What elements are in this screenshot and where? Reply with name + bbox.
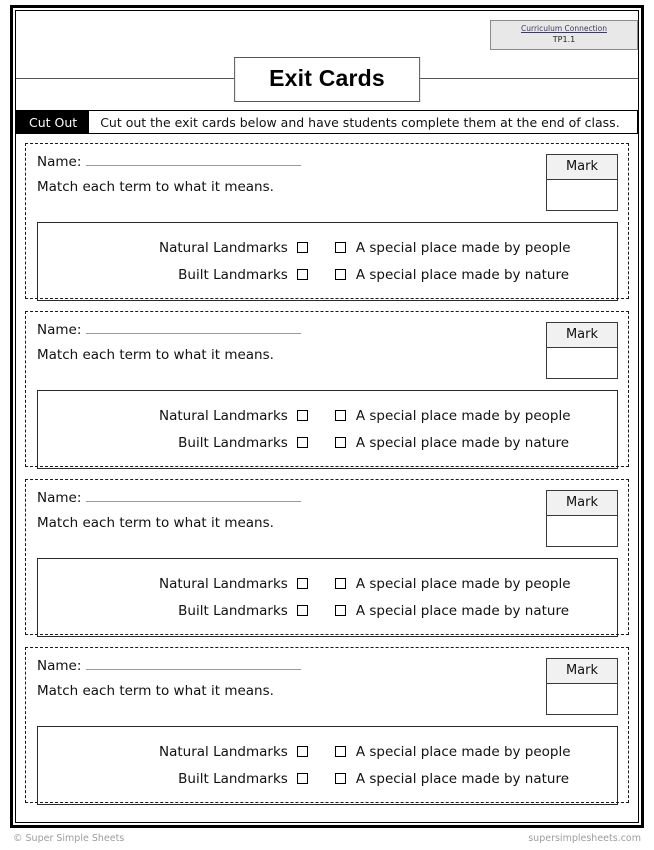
cut-out-tag: Cut Out <box>17 111 89 133</box>
matching-term-label: Built Landmarks <box>178 602 288 619</box>
matching-term-cell <box>44 240 322 256</box>
matching-term-cell <box>44 435 322 451</box>
curriculum-connection-code: TP1.1 <box>552 34 576 44</box>
matching-definition-cell <box>322 240 611 256</box>
matching-definition-cell <box>322 771 611 787</box>
matching-term-label: Built Landmarks <box>178 434 288 451</box>
mark-value-field[interactable] <box>547 180 617 210</box>
matching-definition-cell <box>322 267 611 283</box>
checkbox-icon[interactable] <box>335 410 346 421</box>
checkbox-icon[interactable] <box>297 410 308 421</box>
page-content <box>16 11 638 822</box>
matching-term-cell <box>44 771 322 787</box>
page-footer <box>13 833 641 844</box>
mark-value-field[interactable] <box>547 348 617 378</box>
name-label: Name: <box>37 154 82 170</box>
name-label: Name: <box>37 322 82 338</box>
exit-card-header <box>37 321 618 379</box>
matching-term-cell <box>44 744 322 760</box>
matching-term-label: Built Landmarks <box>178 266 288 283</box>
mark-label: Mark <box>547 659 617 684</box>
matching-term-label: Natural Landmarks <box>158 407 288 424</box>
matching-definition-label: A special place made by people <box>355 575 571 592</box>
page-title: Exit Cards <box>234 57 420 102</box>
checkbox-icon[interactable] <box>297 746 308 757</box>
matching-row <box>44 738 611 765</box>
matching-box <box>37 726 618 805</box>
exit-card <box>25 647 629 803</box>
checkbox-icon[interactable] <box>297 269 308 280</box>
matching-definition-label: A special place made by people <box>355 743 571 760</box>
checkbox-icon[interactable] <box>335 437 346 448</box>
name-row <box>37 490 546 506</box>
mark-value-field[interactable] <box>547 684 617 714</box>
exit-card-header-left <box>37 489 546 531</box>
name-input-line[interactable] <box>86 491 301 502</box>
matching-row <box>44 765 611 792</box>
mark-box <box>546 322 618 379</box>
matching-term-label: Natural Landmarks <box>158 239 288 256</box>
name-row <box>37 154 546 170</box>
exit-card <box>25 311 629 467</box>
checkbox-icon[interactable] <box>335 269 346 280</box>
checkbox-icon[interactable] <box>335 242 346 253</box>
matching-row <box>44 261 611 288</box>
matching-term-label: Built Landmarks <box>178 770 288 787</box>
matching-definition-label: A special place made by nature <box>355 602 570 619</box>
matching-definition-cell <box>322 408 611 424</box>
card-prompt: Match each term to what it means. <box>37 515 274 531</box>
mark-label: Mark <box>547 491 617 516</box>
checkbox-icon[interactable] <box>335 605 346 616</box>
matching-row <box>44 429 611 456</box>
matching-term-cell <box>44 267 322 283</box>
exit-card-header-left <box>37 153 546 195</box>
card-prompt: Match each term to what it means. <box>37 179 274 195</box>
matching-box <box>37 390 618 469</box>
checkbox-icon[interactable] <box>297 773 308 784</box>
matching-definition-cell <box>322 744 611 760</box>
matching-term-label: Natural Landmarks <box>158 575 288 592</box>
matching-row <box>44 234 611 261</box>
name-input-line[interactable] <box>86 155 301 166</box>
checkbox-icon[interactable] <box>335 746 346 757</box>
exit-card-header <box>37 153 618 211</box>
matching-term-cell <box>44 603 322 619</box>
curriculum-connection-badge <box>490 20 638 50</box>
card-prompt: Match each term to what it means. <box>37 683 274 699</box>
exit-cards-list <box>25 143 629 803</box>
matching-box <box>37 558 618 637</box>
matching-row <box>44 402 611 429</box>
name-label: Name: <box>37 490 82 506</box>
exit-card <box>25 143 629 299</box>
mark-box <box>546 658 618 715</box>
matching-definition-cell <box>322 435 611 451</box>
exit-card <box>25 479 629 635</box>
checkbox-icon[interactable] <box>297 605 308 616</box>
matching-definition-label: A special place made by nature <box>355 266 570 283</box>
matching-term-cell <box>44 408 322 424</box>
name-row <box>37 322 546 338</box>
exit-card-header-left <box>37 657 546 699</box>
mark-label: Mark <box>547 155 617 180</box>
footer-website[interactable]: supersimplesheets.com <box>528 833 641 844</box>
matching-definition-cell <box>322 603 611 619</box>
mark-box <box>546 490 618 547</box>
cut-out-instruction-bar <box>16 110 638 134</box>
exit-card-header <box>37 489 618 547</box>
matching-definition-label: A special place made by nature <box>355 770 570 787</box>
card-prompt: Match each term to what it means. <box>37 347 274 363</box>
name-input-line[interactable] <box>86 323 301 334</box>
mark-box <box>546 154 618 211</box>
checkbox-icon[interactable] <box>297 437 308 448</box>
checkbox-icon[interactable] <box>297 578 308 589</box>
checkbox-icon[interactable] <box>297 242 308 253</box>
matching-term-cell <box>44 576 322 592</box>
mark-label: Mark <box>547 323 617 348</box>
exit-card-header <box>37 657 618 715</box>
matching-definition-cell <box>322 576 611 592</box>
matching-row <box>44 597 611 624</box>
name-input-line[interactable] <box>86 659 301 670</box>
name-label: Name: <box>37 658 82 674</box>
name-row <box>37 658 546 674</box>
matching-box <box>37 222 618 301</box>
matching-definition-label: A special place made by people <box>355 239 571 256</box>
checkbox-icon[interactable] <box>335 773 346 784</box>
matching-term-label: Natural Landmarks <box>158 743 288 760</box>
matching-definition-label: A special place made by people <box>355 407 571 424</box>
page-title-container <box>16 57 638 103</box>
mark-value-field[interactable] <box>547 516 617 546</box>
exit-card-header-left <box>37 321 546 363</box>
cut-out-instruction-text: Cut out the exit cards below and have students complete them at the end of class. <box>89 111 637 133</box>
footer-copyright: © Super Simple Sheets <box>13 833 125 844</box>
checkbox-icon[interactable] <box>335 578 346 589</box>
matching-row <box>44 570 611 597</box>
matching-definition-label: A special place made by nature <box>355 434 570 451</box>
curriculum-connection-title: Curriculum Connection <box>521 24 607 33</box>
